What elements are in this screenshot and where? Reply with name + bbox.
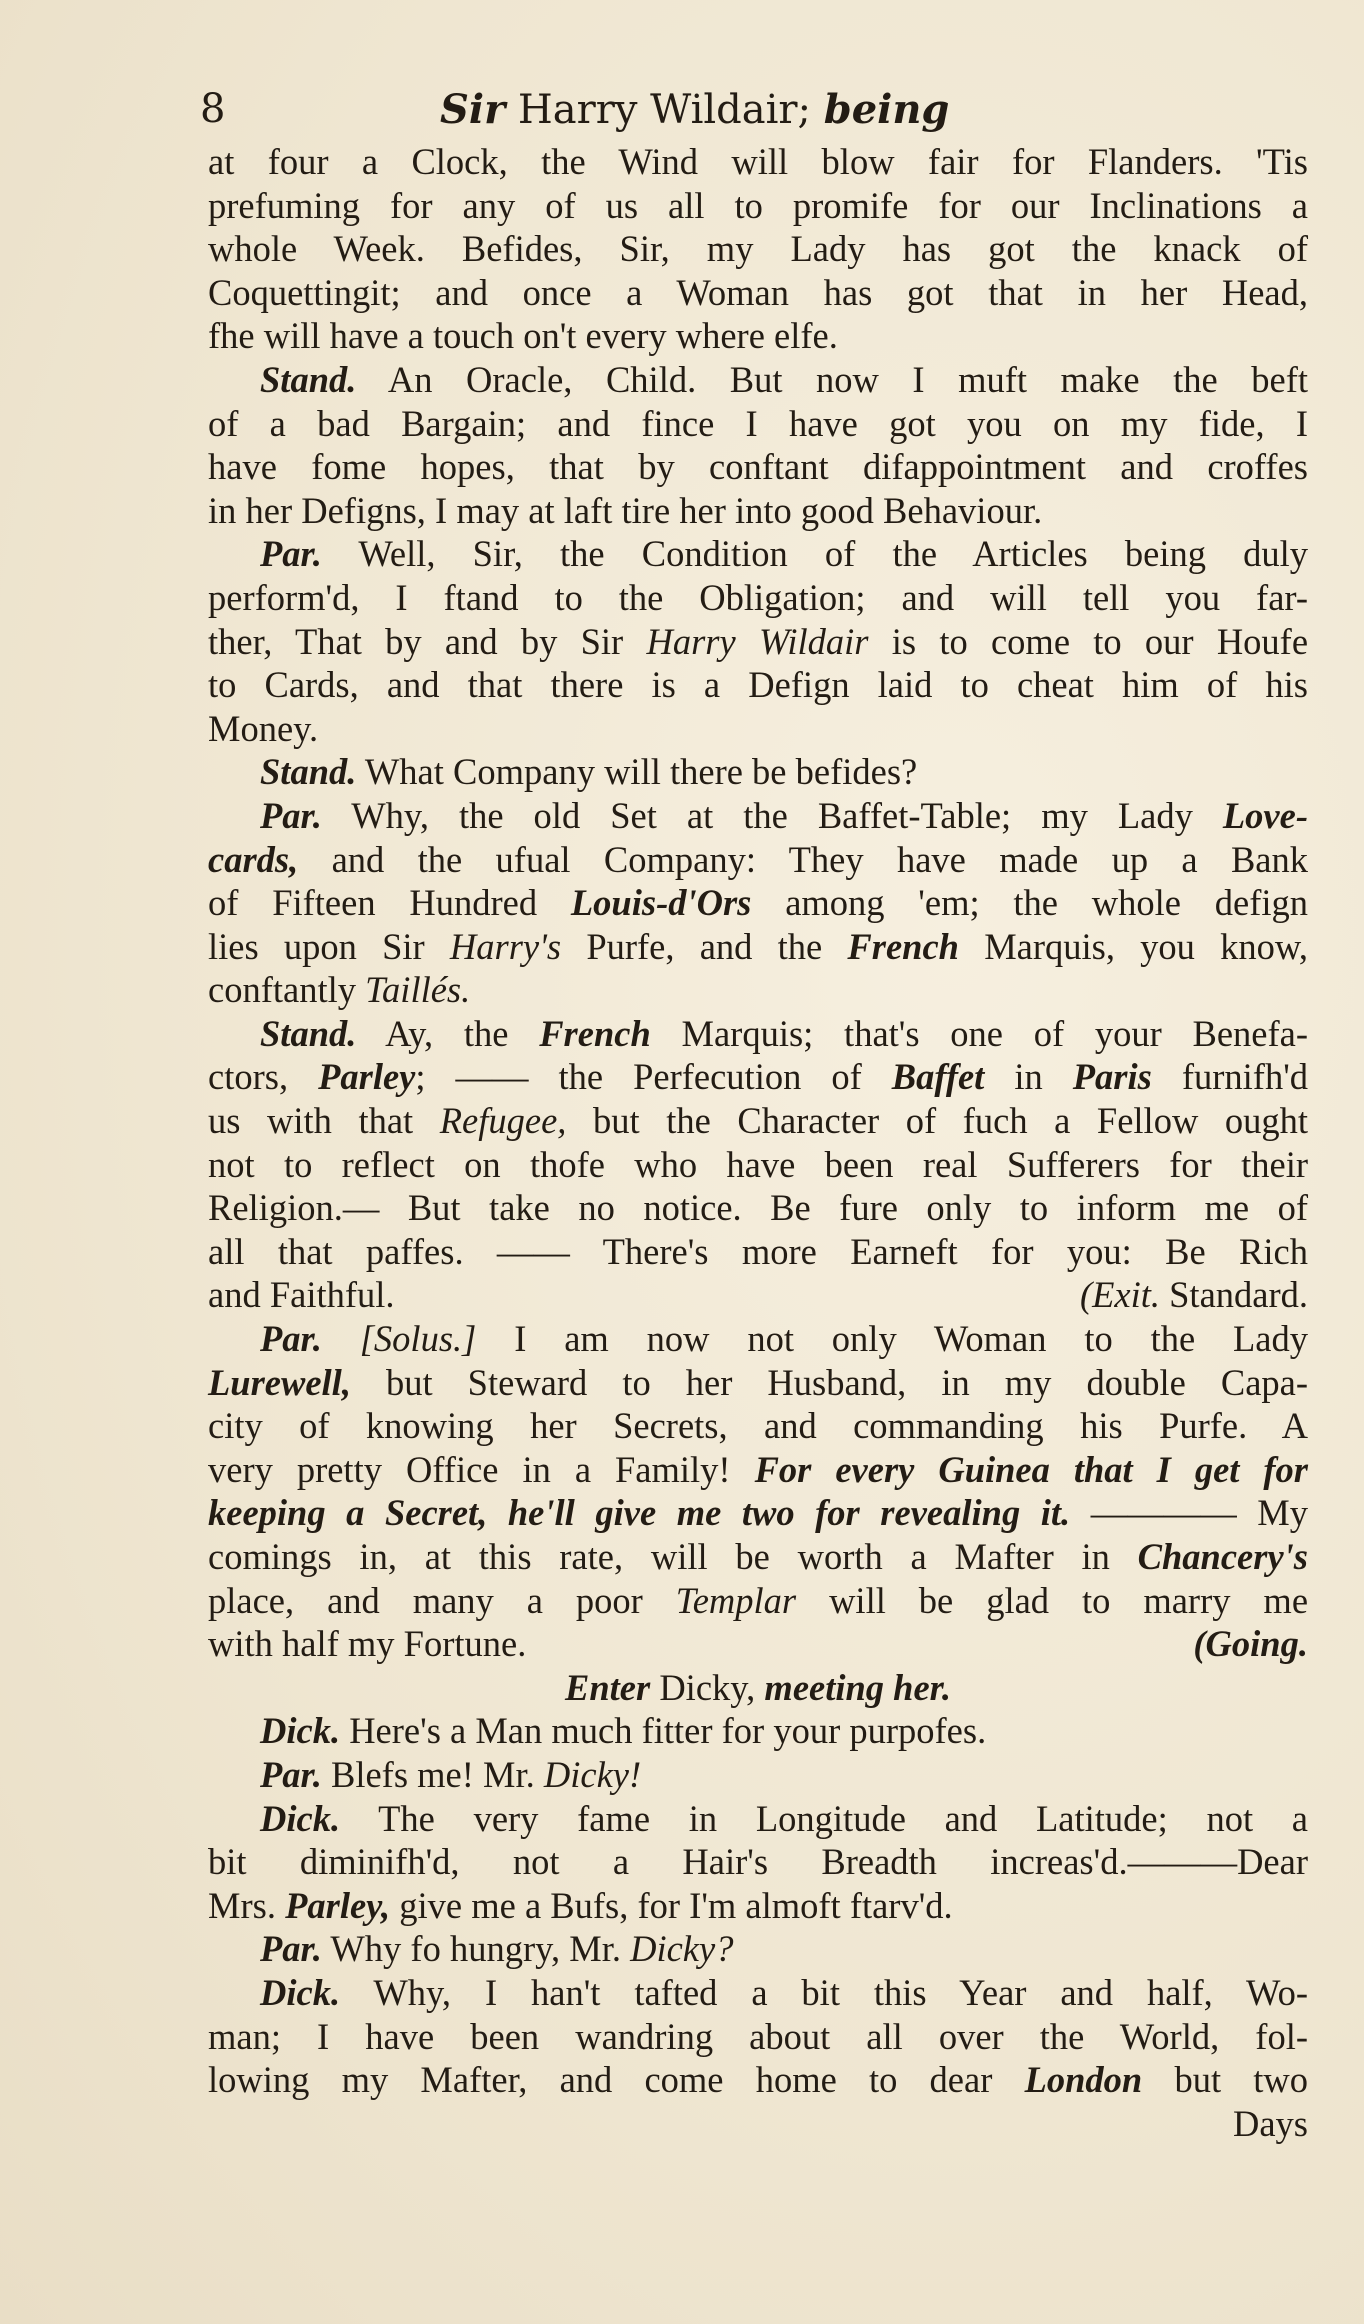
stage-direction [1080,1273,1308,1317]
italic-name: Baffet [891,1056,985,1098]
dialogue-line [208,1317,1308,1361]
stage-direction-enter [208,1666,1308,1710]
text-line: Religion.— But take no notice. Be fure only to inform me of [208,1187,1308,1229]
dialogue-line [208,750,1308,794]
italic-name: Templar [675,1579,797,1621]
italic-name: London [1024,2059,1143,2101]
speech-text: Why, the old Set at the Baffet-Table; my Lady [351,794,1193,836]
catchword: Days [1232,2102,1308,2144]
dialogue-line [208,794,1308,838]
italic-name: Lurewell, [208,1361,351,1403]
text-span: lies upon Sir [208,925,425,967]
text-span: Purfe, and the [586,925,823,967]
text-line [208,1491,1308,1535]
speech-text: Why, I han't tafted a bit this Year and half, Wo- [373,1971,1308,2013]
exit-line [208,1273,1308,1317]
speech-text: What Company will there be befides? [364,751,918,793]
dialogue-line [208,1971,1308,2015]
speaker-label: Par. [260,1753,322,1795]
italic-name: French [847,925,959,967]
text-span: very pretty Office in a Family! [208,1448,731,1490]
text-line: of a bad Bargain; and fince I have got you on my fide, I [208,402,1308,444]
text-span: us with that [208,1100,414,1142]
speech-text: Blefs me! Mr. [331,1753,535,1795]
text-span: and the ufual Company: They have made up a Bank [331,838,1309,880]
text-line: whole Week. Befides, Sir, my Lady has got the knack of [208,228,1308,270]
speech-text: I am now not only Woman to the Lady [514,1318,1309,1360]
speaker-label: Par. [260,533,322,575]
italic-name: Harry's [449,925,562,967]
italic-name: Paris [1072,1056,1152,1098]
text-line: perform'd, I ftand to the Obligation; and will tell you far- [208,576,1308,618]
dialogue-line [208,1012,1308,1056]
text-span: furnifh'd [1181,1056,1309,1098]
character-name: Standard. [1169,1274,1308,1316]
character-name: Dicky, [659,1666,756,1708]
italic-name: Parley, [285,1884,391,1926]
page-number: 8 [200,86,226,132]
body-text [208,140,1308,2145]
dialogue-line [208,1797,1308,1841]
text-line [208,1099,1308,1143]
speaker-label: Stand. [260,751,357,793]
speech-text: Marquis; that's one of your Benefa- [681,1012,1309,1054]
running-head-name: Harry Wildair; [517,87,811,133]
speech-text: An Oracle, Child. But now I muft make the beft [387,358,1308,400]
italic-name: Louis-d'Ors [570,882,752,924]
text-span: but two [1174,2059,1309,2101]
text-line [208,1579,1308,1623]
italic-name: French [539,1012,651,1054]
text-line [208,1535,1308,1579]
italic-name: Harry Wildair [646,620,869,662]
text-line [208,1448,1308,1492]
running-head-sir: Sir [440,86,506,133]
dialogue-line [208,1927,1308,1971]
speaker-label: Dick. [260,1971,341,2013]
enter-label: Enter [565,1666,651,1708]
italic-name: Taillés. [365,969,471,1011]
text-line [208,1055,1308,1099]
text-line: fhe will have a touch on't every where elfe. [208,315,838,357]
speaker-label: Dick. [260,1797,341,1839]
speaker-label: Stand. [260,358,357,400]
speaker-label: Stand. [260,1012,357,1054]
text-line [208,2058,1308,2102]
text-line: all that paffes. —— There's more Earneft for you: Be Rich [208,1230,1308,1272]
dialogue-line [208,1753,1308,1797]
text-line: bit diminifh'd, not a Hair's Breadth increas'd.———Dear [208,1841,1308,1883]
text-line: in her Defigns, I may at laft tire her into good Behaviour. [208,489,1043,531]
text-span: Mrs. [208,1884,276,1926]
speech-text: The very fame in Longitude and Latitude; not a [378,1797,1308,1839]
going-line [208,1622,1308,1666]
speaker-label: Par. [260,1318,322,1360]
text-span: place, and many a poor [208,1579,643,1621]
text-line: city of knowing her Secrets, and commanding his Purfe. A [208,1405,1308,1447]
text-line [208,1361,1308,1405]
text-line [208,1884,1308,1928]
text-span: and Faithful. [208,1274,395,1316]
stage-direction: (Going. [1193,1623,1308,1665]
text-line [208,620,1308,664]
text-line [208,925,1308,969]
text-span: but Steward to her Husband, in my double Capa- [386,1361,1309,1403]
text-span: with half my Fortune. [208,1623,527,1665]
text-span: in [1014,1056,1043,1098]
text-span: lowing my Mafter, and come home to dear [208,2059,993,2101]
text-span: will be glad to marry me [829,1579,1309,1621]
text-span: comings in, at this rate, will be worth a Mafter in [208,1536,1110,1577]
text-span: ctors, [208,1056,289,1098]
text-span: among 'em; the whole defign [785,882,1309,924]
italic-text: For every Guinea that I get for [754,1448,1309,1490]
italic-name: Love- [1222,794,1308,836]
speech-text: Here's a Man much fitter for your purpofes. [349,1710,987,1752]
italic-name: Dicky! [543,1753,642,1795]
text-span: ———— My [1090,1492,1308,1534]
text-span: but the Character of fuch a Fellow ought [593,1100,1308,1142]
page-header [200,86,1100,146]
text-line [208,881,1308,925]
text-line: prefuming for any of us all to promife for our Inclinations a [208,184,1308,226]
dialogue-line [208,532,1308,576]
text-line: have fome hopes, that by conftant difappointment and croffes [208,446,1308,488]
text-line: Coquettingit; and once a Woman has got that in her Head, [208,271,1308,313]
exit-label: (Exit. [1079,1274,1160,1316]
text-span: give me a Bufs, for I'm almoft ftarv'd. [399,1884,953,1926]
speaker-label: Par. [260,794,322,836]
text-line: man; I have been wandring about all over the World, fol- [208,2015,1308,2057]
text-line: to Cards, and that there is a Defign laid to cheat him of his [208,664,1308,706]
italic-name: Chancery's [1137,1536,1308,1577]
dialogue-line [208,358,1308,402]
speech-text: Ay, the [385,1012,509,1054]
text-span: Marquis, you know, [984,925,1308,967]
italic-name: Parley [318,1056,416,1098]
italic-name: Dicky? [630,1928,734,1970]
text-line [208,968,1308,1012]
text-span: is to come to our Houfe [891,620,1309,662]
running-head [440,86,949,133]
running-head-being: being [823,86,950,133]
text-span: ; —— the Perfecution of [415,1056,862,1098]
italic-name: Refugee, [439,1100,567,1142]
italic-text: meeting her. [764,1666,951,1708]
text-line: not to reflect on thofe who have been real Sufferers for their [208,1143,1308,1185]
speech-text: Well, Sir, the Condition of the Articles being duly [358,533,1308,575]
text-line: at four a Clock, the Wind will blow fair for Flanders. 'Tis [208,141,1308,182]
dialogue-line [208,1709,1308,1753]
text-span: conftantly [208,969,356,1011]
speech-text: Why fo hungry, Mr. [330,1928,621,1970]
speaker-label: Dick. [260,1710,341,1752]
speaker-label: Par. [260,1928,322,1970]
stage-direction: [Solus.] [359,1318,477,1360]
italic-name: cards, [208,838,299,880]
text-line [208,838,1308,882]
text-span: of Fifteen Hundred [208,882,538,924]
text-line: Money. [208,707,319,749]
text-span: ther, That by and by Sir [208,620,624,662]
italic-text: keeping a Secret, he'll give me two for revealing it. [208,1492,1071,1534]
